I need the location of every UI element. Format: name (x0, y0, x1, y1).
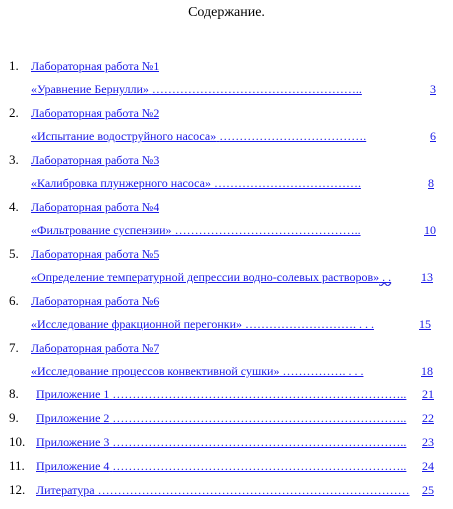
toc-title-text: Приложение 2 (36, 411, 110, 425)
toc-link-lab-5[interactable]: Лабораторная работа №5 (31, 247, 160, 261)
toc-page-number[interactable]: 8 (428, 176, 434, 190)
toc-number: 10. (9, 434, 26, 449)
toc-page-number[interactable]: 24 (422, 459, 434, 473)
toc-page-number[interactable]: 3 (430, 82, 436, 96)
toc-entry-6-title-row (0, 315, 453, 333)
toc-page-number[interactable]: 13 (421, 270, 433, 284)
toc-leader-dots: . . (379, 270, 392, 284)
toc-link-lab-4-title[interactable] (31, 221, 416, 239)
toc-leader-dots: ……………………………………………………………….. (112, 411, 407, 425)
toc-entry-3-title-row (0, 174, 453, 192)
toc-page-number[interactable]: 25 (422, 483, 434, 497)
toc-entry-12 (0, 481, 453, 499)
toc-title-text: «Уравнение Бернулли» (31, 82, 149, 96)
toc-title-text: «Фильтрование суспензии» (31, 223, 172, 237)
toc-number: 4. (9, 199, 19, 214)
toc-entry-9 (0, 409, 453, 427)
toc-page-number[interactable]: 18 (421, 364, 433, 378)
toc-link-lab-6-title[interactable] (31, 315, 411, 333)
toc-number: 5. (9, 246, 19, 261)
toc-link-lab-3-title[interactable] (31, 174, 416, 192)
toc-title-text: Приложение 1 (36, 387, 110, 401)
toc-title-text: Приложение 3 (36, 435, 110, 449)
toc-page-number[interactable]: 10 (424, 223, 436, 237)
toc-leader-dots: ……………………………………………………………….. (112, 459, 407, 473)
toc-title-text: Литература (36, 483, 95, 497)
toc-link-lab-4[interactable]: Лабораторная работа №4 (31, 200, 160, 214)
toc-number: 6. (9, 293, 19, 308)
toc-link-lab-7[interactable]: Лабораторная работа №7 (31, 341, 160, 355)
toc-leader-dots: ……………. . . . (282, 364, 364, 378)
toc-title-text: «Испытание водоструйного насоса» (31, 129, 217, 143)
toc-entry-8 (0, 385, 453, 403)
toc-title-text: «Исследование процессов конвективной сушки» (31, 364, 280, 378)
toc-link-lab-5-title[interactable] (31, 268, 416, 286)
toc-entry-4-heading (0, 198, 453, 216)
toc-link-lab-7-title[interactable] (31, 362, 416, 380)
toc-entry-7-title-row (0, 362, 453, 380)
toc-entry-7-heading (0, 339, 453, 357)
toc-number: 1. (9, 58, 19, 73)
toc-entry-11 (0, 457, 453, 475)
toc-entry-10 (0, 433, 453, 451)
toc-number: 3. (9, 152, 19, 167)
toc-link-lab-2[interactable]: Лабораторная работа №2 (31, 106, 160, 120)
toc-entry-6-heading (0, 292, 453, 310)
toc-number: 8. (9, 386, 19, 401)
toc-leader-dots: ……………………………………….. (174, 223, 361, 237)
toc-leader-dots: ………………………. . . . (245, 317, 374, 331)
toc-entry-4-title-row (0, 221, 453, 239)
toc-leader-dots: ……………………………………………………………….. (112, 387, 407, 401)
toc-number: 7. (9, 340, 19, 355)
toc-leader-dots: ……………………………………………………………….. (112, 435, 407, 449)
toc-entry-5-title-row (0, 268, 453, 286)
toc-number: 9. (9, 410, 19, 425)
toc-link-appendix-2[interactable] (36, 409, 416, 427)
toc-link-literature[interactable] (36, 481, 416, 499)
toc-entry-2-title-row (0, 127, 453, 145)
toc-link-appendix-1[interactable] (36, 385, 416, 403)
toc-link-lab-1[interactable]: Лабораторная работа №1 (31, 59, 160, 73)
toc-leader-dots: …………………………………………….. (151, 82, 362, 96)
toc-number: 11. (9, 458, 25, 473)
toc-entry-5-heading (0, 245, 453, 263)
toc-title-text: «Калибровка плунжерного насоса» (31, 176, 211, 190)
toc-link-appendix-3[interactable] (36, 433, 416, 451)
toc-leader-dots: …………………………………………………………………… (97, 483, 410, 497)
toc-entry-1-heading (0, 57, 453, 75)
toc-leader-dots: ………………………………. (213, 176, 361, 190)
toc-link-lab-1-title[interactable] (31, 80, 416, 98)
toc-page-number[interactable]: 23 (422, 435, 434, 449)
toc-title-text: «Исследование фракционной перегонки» (31, 317, 242, 331)
toc-page-number[interactable]: 15 (419, 317, 431, 331)
toc-entry-1-title-row (0, 80, 453, 98)
toc-link-lab-3[interactable]: Лабораторная работа №3 (31, 153, 160, 167)
toc-entry-2-heading (0, 104, 453, 122)
toc-link-lab-6[interactable]: Лабораторная работа №6 (31, 294, 160, 308)
toc-link-appendix-4[interactable] (36, 457, 416, 475)
toc-title-text: Приложение 4 (36, 459, 110, 473)
toc-leader-dots: ………………………………. (219, 129, 367, 143)
toc-link-lab-2-title[interactable] (31, 127, 421, 145)
toc-page-number[interactable]: 21 (422, 387, 434, 401)
toc-number: 12. (9, 482, 26, 497)
toc-entry-3-heading (0, 151, 453, 169)
toc-title-text: «Определение температурной депрессии водно-солевых растворов» (31, 270, 380, 284)
toc-page-number[interactable]: 22 (422, 411, 434, 425)
toc-page-number[interactable]: 6 (430, 129, 436, 143)
toc-number: 2. (9, 105, 19, 120)
page-title: Содержание. (188, 5, 265, 20)
